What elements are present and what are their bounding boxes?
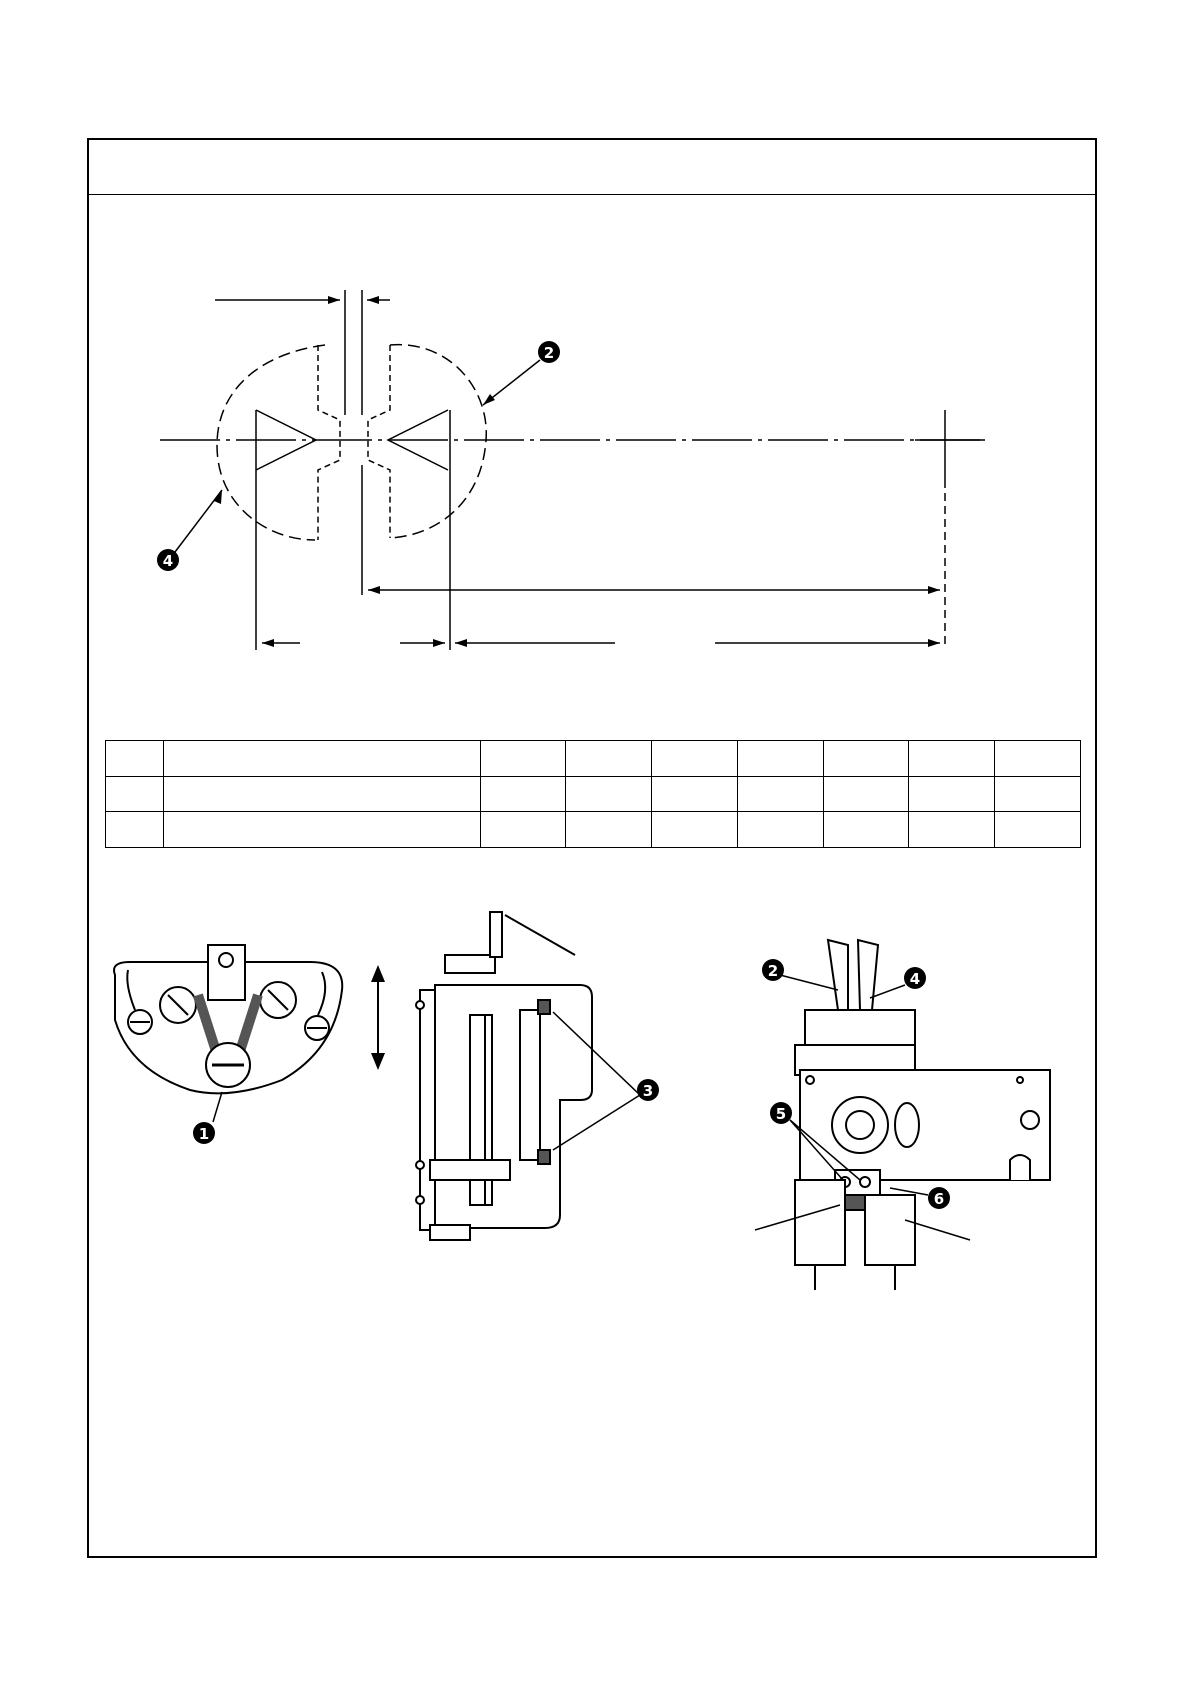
svg-text:1: 1 [198, 1125, 210, 1143]
svg-text:2: 2 [543, 344, 555, 362]
svg-text:4: 4 [162, 552, 174, 570]
callout-6-icon [928, 1187, 950, 1209]
machine-front-illustration [795, 940, 1050, 1290]
callout-3-icon [637, 1079, 659, 1101]
svg-text:5: 5 [775, 1105, 787, 1123]
callout-5-icon [770, 1102, 792, 1124]
bracket-illustration [416, 912, 592, 1240]
knife-holder-illustration [114, 945, 342, 1093]
callout-1-icon [193, 1122, 215, 1144]
svg-text:2: 2 [767, 962, 779, 980]
svg-text:4: 4 [909, 970, 921, 988]
svg-text:3: 3 [642, 1082, 654, 1100]
callout-4-icon [904, 967, 926, 989]
callout-2-icon [762, 959, 784, 981]
svg-text:6: 6 [933, 1190, 945, 1208]
